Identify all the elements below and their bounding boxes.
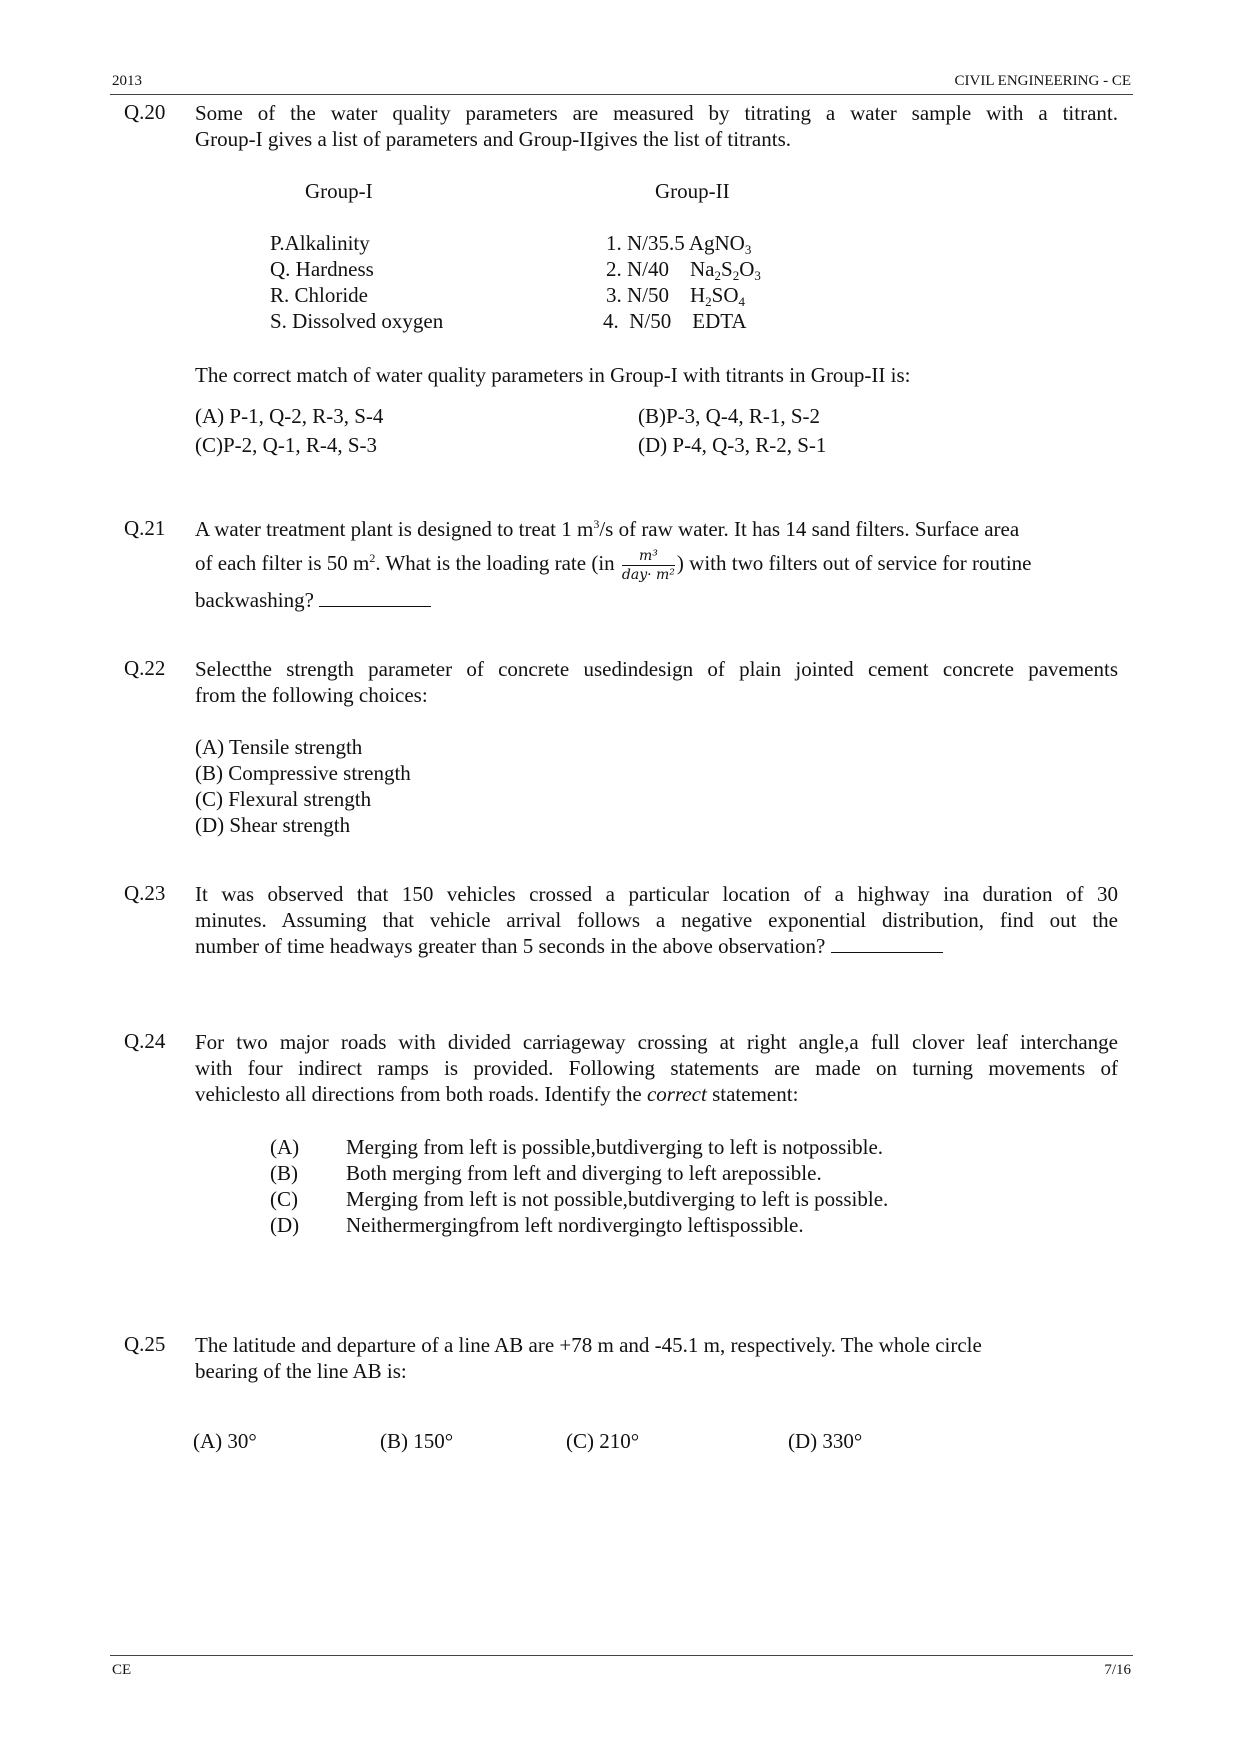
footer-rule: [110, 1655, 1133, 1656]
option-a: (A) 30°: [193, 1429, 257, 1453]
loading-rate-unit: $\frac{\text{m³}}{\text{day· m²}}$: [621, 547, 675, 583]
option-label: (B): [270, 1161, 298, 1185]
option-d: (D) P-4, Q-3, R-2, S-1: [638, 433, 827, 457]
titrant-formula: $H_2SO_4$: [690, 283, 746, 309]
option-c: (C) 210°: [566, 1429, 640, 1453]
option-a: (A) P-1, Q-2, R-3, S-4: [195, 404, 384, 428]
titrant-formula: $Na_2S_2O_3$: [690, 257, 761, 283]
question-text: minutes. Assuming that vehicle arrival follows a negative exponential distribution, find out the: [195, 908, 1118, 932]
footer-code: CE: [112, 1662, 132, 1678]
question-text: A water treatment plant is designed to treat 1 $m^3/s$ of raw water. It has 14 sand filters. Surface area: [195, 517, 1020, 541]
option-b: (B)P-3, Q-4, R-1, S-2: [638, 404, 820, 428]
option-b: (B) Compressive strength: [195, 761, 411, 785]
option-c: (C) Flexural strength: [195, 787, 372, 811]
question-text: Some of the water quality parameters are measured by titrating a water sample with a titrant.: [195, 101, 1118, 125]
titrant-normality: 1. N/35.5: [606, 231, 685, 255]
titrant-normality: 3. N/50: [606, 283, 669, 307]
question-text: of each filter is 50 $m^2$. What is the loading rate (in $\frac{\text{m³}}{\text{day· m²}}$ ) with two filters out of service for routine: [195, 547, 1032, 583]
titrant-normality: 4. N/50: [603, 309, 672, 333]
option-d: (D) Shear strength: [195, 813, 351, 837]
question-text: Selectthe strength parameter of concrete usedindesign of plain jointed cement concrete pavements: [195, 657, 1118, 681]
question-text: The latitude and departure of a line AB are +78 m and -45.1 m, respectively. The whole circle: [195, 1333, 982, 1357]
question-number: Q.20: [124, 100, 166, 124]
question-text: from the following choices:: [195, 683, 428, 707]
option-d: Neithermergingfrom left nordivergingto leftispossible.: [346, 1213, 804, 1237]
group1-item: Q. Hardness: [270, 257, 374, 281]
option-b: Both merging from left and diverging to left arepossible.: [346, 1161, 822, 1185]
option-label: (D): [270, 1213, 300, 1237]
paper-title: CIVIL ENGINEERING - CE: [954, 73, 1131, 89]
question-text: backwashing?: [195, 587, 431, 613]
question-number: Q.23: [124, 881, 166, 905]
question-text: Group-I gives a list of parameters and Group-IIgives the list of titrants.: [195, 127, 792, 151]
question-text: It was observed that 150 vehicles crossed a particular location of a highway ina duration of 30: [195, 882, 1118, 906]
titrant-formula: EDTA: [692, 309, 747, 333]
exam-year: 2013: [112, 73, 142, 89]
option-a: (A) Tensile strength: [195, 735, 363, 759]
answer-blank[interactable]: [319, 590, 431, 607]
option-label: (C): [270, 1187, 298, 1211]
question-text: vehiclesto all directions from both roads. Identify the correct statement:: [195, 1082, 799, 1106]
group2-title: Group-II: [655, 179, 730, 203]
option-a: Merging from left is possible,butdiverging to left is notpossible.: [346, 1135, 884, 1159]
group1-title: Group-I: [305, 179, 373, 203]
question-text: number of time headways greater than 5 seconds in the above observation?: [195, 933, 943, 959]
question-number: Q.21: [124, 516, 166, 540]
titrant-formula: AgNO$_3$: [688, 231, 752, 257]
question-number: Q.24: [124, 1029, 166, 1053]
option-b: (B) 150°: [380, 1429, 454, 1453]
question-number: Q.25: [124, 1332, 166, 1356]
question-text: bearing of the line AB is:: [195, 1359, 407, 1383]
option-c: Merging from left is not possible,butdiverging to left is possible.: [346, 1187, 889, 1211]
group2-item: [606, 282, 745, 308]
option-c: (C)P-2, Q-1, R-4, S-3: [195, 433, 377, 457]
group2-item: [606, 256, 761, 282]
group2-item: [603, 308, 747, 334]
answer-blank[interactable]: [831, 936, 943, 953]
question-text: For two major roads with divided carriageway crossing at right angle,a full clover leaf interchange: [195, 1030, 1118, 1054]
page-number: 7/16: [1104, 1662, 1131, 1678]
header-rule: [110, 94, 1133, 95]
question-prompt: The correct match of water quality parameters in Group-I with titrants in Group-II is:: [195, 363, 911, 387]
group1-item: S. Dissolved oxygen: [270, 309, 444, 333]
group1-item: P.Alkalinity: [270, 231, 370, 255]
question-number: Q.22: [124, 656, 166, 680]
group2-item: [606, 230, 751, 256]
option-d: (D) 330°: [788, 1429, 863, 1453]
option-label: (A): [270, 1135, 300, 1159]
titrant-normality: 2. N/40: [606, 257, 669, 281]
question-text: with four indirect ramps is provided. Following statements are made on turning movements of: [195, 1056, 1118, 1080]
group1-item: R. Chloride: [270, 283, 368, 307]
